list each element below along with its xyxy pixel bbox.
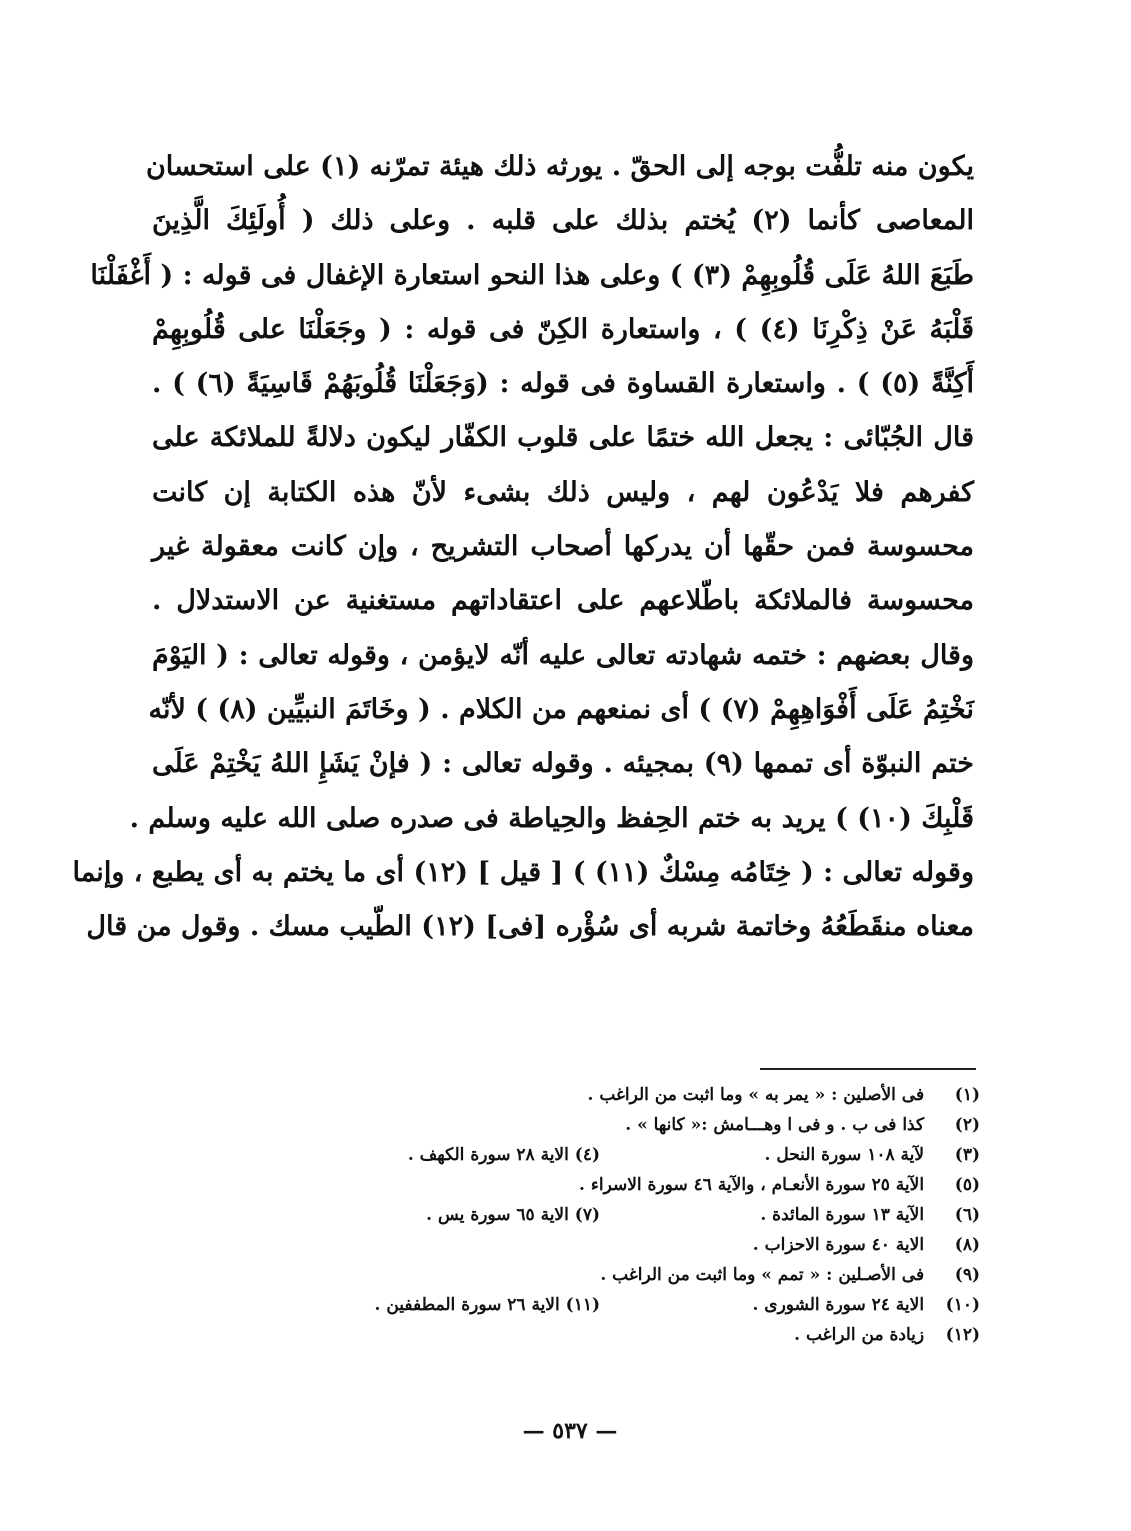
footnote-text: فى الأصـلين : « تمم » وما اثبت من الراغب . — [600, 1265, 925, 1285]
footnote — [240, 1230, 980, 1260]
footnote-text: فى الأصلين : « يمر به » وما اثبت من الراغب . — [587, 1085, 925, 1105]
text-line: ختم النبوّة أى تممها (٩) بمجيئه . وقوله تعالى : ( فإنْ يَشَإِ اللهُ يَخْتِمْ عَلَى — [152, 748, 974, 780]
footnotes — [240, 1080, 980, 1350]
footnote-text-second: (٤) الاية ٢٨ سورة الكهف . — [407, 1145, 600, 1165]
footnote-text: الاية ٤٠ سورة الاحزاب . — [752, 1235, 925, 1255]
footnote-text: الآية ٢٥ سورة الأنعـام ، والآية ٤٦ سورة الاسراء . — [579, 1175, 925, 1195]
footnote — [240, 1110, 980, 1140]
footnote-number: (٨) — [954, 1235, 980, 1255]
footnote — [240, 1320, 980, 1350]
main-text — [72, 140, 975, 954]
footnote-text: كذا فى ب . و فى ا وهـــامش :« كانها » . — [625, 1115, 925, 1135]
footnote-text-second: (١١) الاية ٢٦ سورة المطففين . — [374, 1295, 600, 1315]
footnote — [240, 1290, 980, 1320]
footnote — [240, 1170, 980, 1200]
text-line: وقوله تعالى : ( خِتَامُه مِسْكٌ (١١) ) [ قيل ] (١٢) أى ما يختم به أى يطبع ، وإنما — [72, 856, 974, 888]
footnote — [240, 1140, 980, 1170]
text-line: أَكِنَّةً (٥) ) . واستعارة القساوة فى قوله : (وَجَعَلْنَا قُلُوبَهُمْ قَاسِيَةً (٦) ) . — [152, 368, 975, 400]
footnote-text: الآية ١٣ سورة المائدة . — [760, 1205, 925, 1225]
footnote — [240, 1080, 980, 1110]
footnote-number: (٣) — [954, 1145, 980, 1165]
footnote-separator — [760, 1068, 976, 1070]
text-line: طَبَعَ اللهُ عَلَى قُلُوبِهِمْ (٣) ) وعلى هذا النحو استعارة الإغفال فى قوله : ( أَغْفَلْنَا — [90, 259, 974, 291]
text-line: قال الجُبّائى : يجعل الله ختمًا على قلوب الكفّار ليكون دلالةً للملائكة على — [152, 422, 974, 454]
footnote-text: الاية ٢٤ سورة الشورى . — [752, 1295, 925, 1315]
footnote-number: (١٠) — [945, 1295, 980, 1315]
footnote-number: (١) — [954, 1085, 980, 1105]
footnote — [240, 1200, 980, 1230]
text-line: محسوسة فالملائكة باطّلاعهم على اعتقاداتهم مستغنية عن الاستدلال . — [152, 585, 974, 617]
footnote-number: (٩) — [954, 1265, 980, 1285]
text-line: المعاصى كأنما (٢) يُختم بذلك على قلبه . وعلى ذلك ( أُولَئِكَ الَّذِينَ — [152, 205, 974, 237]
text-line: قَلْبَهُ عَنْ ذِكْرِنَا (٤) ) ، واستعارة الكِنّ فى قوله : ( وجَعَلْنَا على قُلُوبِهِمْ — [152, 313, 975, 345]
text-line: وقال بعضهم : ختمه شهادته تعالى عليه أنّه لايؤمن ، وقوله تعالى : ( اليَوْمَ — [152, 639, 974, 671]
footnote — [240, 1260, 980, 1290]
footnote-text: زيادة من الراغب . — [794, 1325, 925, 1345]
footnote-text: لآية ١٠٨ سورة النحل . — [764, 1145, 925, 1165]
text-line: قَلْبِكَ (١٠) ) يريد به ختم الحِفظ والحِياطة فى صدره صلى الله عليه وسلم . — [129, 802, 974, 834]
text-line: يكون منه تلفُّت بوجه إلى الحقّ . يورثه ذلك هيئة تمرّنه (١) على استحسان — [145, 151, 974, 182]
footnote-number: (٢) — [954, 1115, 980, 1135]
footnote-number: (١٢) — [945, 1325, 980, 1345]
footnote-number: (٦) — [954, 1205, 980, 1225]
text-line: معناه منقَطَعُهُ وخاتمة شربه أى سُؤْره [فى] (١٢) الطّيب مسك . وقول من قال — [86, 911, 974, 943]
text-line: نَخْتِمُ عَلَى أَفْوَاهِهِمْ (٧) ) أى نمنعهم من الكلام . ( وخَاتَمَ النبيِّين (٨) ) لأنّه — [148, 693, 974, 725]
text-line: كفرهم فلا يَدْعُون لهم ، وليس ذلك بشىء لأنّ هذه الكتابة إن كانت — [152, 476, 974, 508]
text-line: محسوسة فمن حقّها أن يدركها أصحاب التشريح ، وإن كانت معقولة غير — [152, 531, 974, 563]
footnote-number: (٥) — [954, 1175, 980, 1195]
footnote-text-second: (٧) الاية ٦٥ سورة يس . — [426, 1205, 600, 1225]
page-number: — ٥٣٧ — — [522, 1418, 618, 1444]
